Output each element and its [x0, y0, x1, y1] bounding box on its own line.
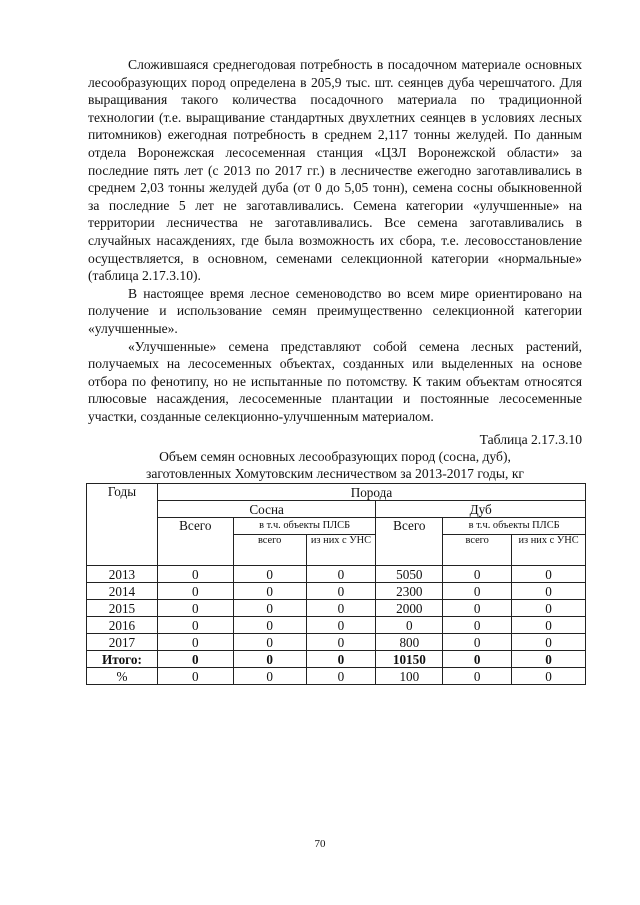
- table-cell: 2014: [87, 583, 158, 600]
- header-pine-all: всего: [233, 535, 306, 566]
- table-cell: 0: [157, 668, 233, 685]
- table-title-line-2: заготовленных Хомутовским лесничеством за 2013-2017 годы, кг: [145, 465, 524, 481]
- table-cell: 0: [233, 634, 306, 651]
- table-cell: 5050: [376, 566, 443, 583]
- table-title-line-1: Объем семян основных лесообразующих пород (сосна, дуб),: [159, 449, 511, 465]
- seed-volume-table: [86, 483, 586, 685]
- table-cell: 0: [443, 566, 512, 583]
- table-percent-row: [87, 668, 586, 685]
- document-page: [88, 56, 582, 685]
- table-header-row-3: [87, 518, 586, 535]
- table-row: [87, 583, 586, 600]
- table-cell: 0: [157, 566, 233, 583]
- table-cell: 2017: [87, 634, 158, 651]
- table-cell: 0: [157, 651, 233, 668]
- table-row: [87, 600, 586, 617]
- table-cell: 0: [512, 566, 586, 583]
- table-cell: 0: [233, 583, 306, 600]
- table-cell: 2000: [376, 600, 443, 617]
- header-oak: Дуб: [376, 501, 586, 518]
- table-cell: 0: [157, 600, 233, 617]
- table-cell: 0: [233, 651, 306, 668]
- table-total-row: [87, 651, 586, 668]
- table-cell: 0: [443, 600, 512, 617]
- table-row: [87, 617, 586, 634]
- table-cell: 0: [157, 634, 233, 651]
- header-pine-plsb: в т.ч. объекты ПЛСБ: [233, 518, 376, 535]
- header-pine-total: Всего: [157, 518, 233, 566]
- table-title: [88, 449, 582, 482]
- header-oak-total: Всего: [376, 518, 443, 566]
- table-cell: 0: [306, 566, 376, 583]
- table-row: [87, 566, 586, 583]
- header-years: Годы: [87, 484, 158, 566]
- table-cell: 0: [306, 583, 376, 600]
- table-cell: 0: [443, 634, 512, 651]
- table-cell: 0: [233, 668, 306, 685]
- table-cell: 0: [233, 566, 306, 583]
- table-cell: 800: [376, 634, 443, 651]
- table-cell: 0: [306, 617, 376, 634]
- table-header-row-2: [87, 501, 586, 518]
- table-cell: 0: [512, 634, 586, 651]
- table-cell: 2013: [87, 566, 158, 583]
- table-cell: 0: [306, 668, 376, 685]
- table-cell: 0: [233, 617, 306, 634]
- table-cell: 0: [157, 583, 233, 600]
- table-cell: 0: [157, 617, 233, 634]
- table-cell: %: [87, 668, 158, 685]
- table-cell: 0: [512, 668, 586, 685]
- paragraph-3: «Улучшенные» семена представляют собой семена лесных растений, получаемых на лесосеменных объектах, созданных или выделенных на основе отбора по фенотипу, но не испытанные по потомству. К таким объектам относятся плюсовые насаждения, лесосеменные плантации и постоянные лесосеменные участки, созданные селекционно-улучшенным материалом.: [88, 338, 582, 424]
- header-oak-plsb: в т.ч. объекты ПЛСБ: [443, 518, 586, 535]
- table-cell: 0: [233, 600, 306, 617]
- page-number: 70: [314, 838, 326, 850]
- table-cell: 0: [443, 651, 512, 668]
- header-oak-all: всего: [443, 535, 512, 566]
- table-cell: 0: [443, 668, 512, 685]
- table-cell: 0: [512, 600, 586, 617]
- table-cell: 0: [443, 617, 512, 634]
- table-cell: 0: [306, 634, 376, 651]
- table-cell: 10150: [376, 651, 443, 668]
- table-cell: 0: [443, 583, 512, 600]
- header-pine: Сосна: [157, 501, 376, 518]
- table-cell: 2015: [87, 600, 158, 617]
- table-cell: 100: [376, 668, 443, 685]
- table-cell: 0: [512, 617, 586, 634]
- table-cell: 0: [512, 651, 586, 668]
- table-body: [87, 566, 586, 685]
- table-number: Таблица 2.17.3.10: [479, 432, 582, 448]
- table-cell: Итого:: [87, 651, 158, 668]
- table-cell: 2016: [87, 617, 158, 634]
- table-cell: 0: [512, 583, 586, 600]
- table-row: [87, 634, 586, 651]
- table-header-row-1: [87, 484, 586, 501]
- paragraph-1: Сложившаяся среднегодовая потребность в посадочном материале основных лесообразующих пород определена в 205,9 тыс. шт. сеянцев дуба черешчатого. Для выращивания такого количества посадочного материала по традиционной технологии (т.е. выращивание стандартных двухлетних сеянцев в условиях лесных питомников) ежегодная потребность в среднем 2,117 тонны желудей. По данным отдела Воронежская лесосеменная станция «ЦЗЛ Воронежской области» за последние пять лет (с 2013 по 2017 гг.) в лесничестве ежегодно заготавливались в среднем 2,03 тонны желудей дуба (от 0 до 5,05 тонн), семена сосны обыкновенной за последние 5 лет не заготавливались. Семена категории «улучшенные» на территории лесничества не заготавливались. Все семена заготавливались в случайных насаждениях, где была возможность их сбора, т.е. лесовосстановление осуществляется, в основном, семенами селекционной категории «нормальные» (таблица 2.17.3.10).: [88, 57, 582, 284]
- table-cell: 2300: [376, 583, 443, 600]
- table-cell: 0: [306, 600, 376, 617]
- table-cell: 0: [306, 651, 376, 668]
- table-cell: 0: [376, 617, 443, 634]
- header-breed: Порода: [157, 484, 585, 501]
- header-oak-uns: из них с УНС: [512, 535, 586, 566]
- header-pine-uns: из них с УНС: [306, 535, 376, 566]
- paragraph-2: В настоящее время лесное семеноводство во всем мире ориентировано на получение и использование семян преимущественно селекционной категории «улучшенные».: [88, 285, 582, 336]
